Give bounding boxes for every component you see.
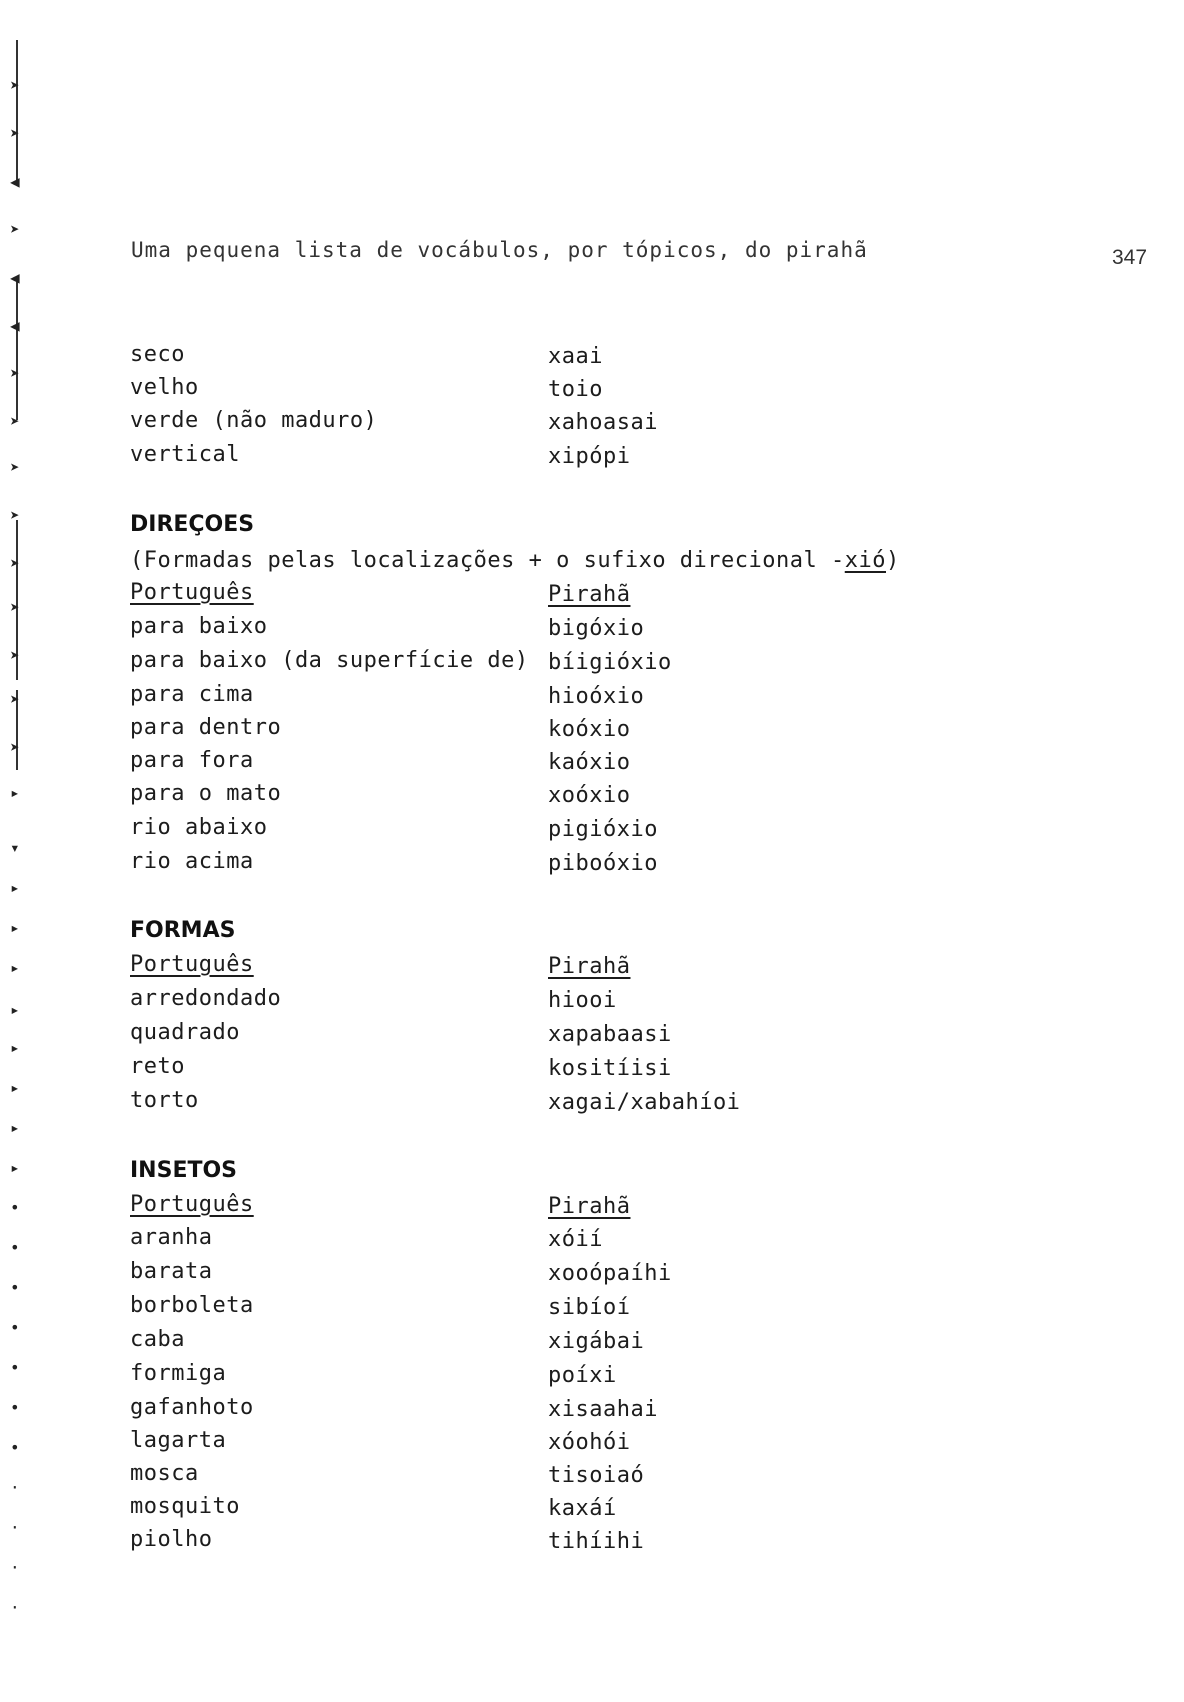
- portuguese-word: arredondado: [130, 986, 282, 1011]
- section-note: [130, 548, 900, 573]
- list-item: [0, 1259, 1184, 1287]
- portuguese-word: gafanhoto: [130, 1395, 254, 1420]
- dot-mark-icon: •: [10, 1238, 20, 1257]
- dot-mark-icon: •: [10, 1438, 20, 1457]
- dot-mark-icon: ·: [10, 1518, 20, 1537]
- piraha-word: xóií: [548, 1227, 603, 1252]
- list-item: [0, 1527, 1184, 1555]
- piraha-word: hioóxio: [548, 684, 645, 709]
- note-close: ): [886, 548, 900, 573]
- piraha-word: kaóxio: [548, 750, 631, 775]
- list-item: [0, 1461, 1184, 1489]
- piraha-word: xóohói: [548, 1430, 631, 1455]
- arrow-mark-icon: ➤: [10, 598, 20, 617]
- section-heading: DIREÇOES: [130, 512, 255, 537]
- portuguese-word: para baixo (da superfície de): [130, 648, 529, 673]
- column-header-portuguese: Português: [130, 580, 254, 605]
- arrow-mark-icon: ➤: [10, 220, 20, 239]
- portuguese-word: lagarta: [130, 1428, 227, 1453]
- dot-mark-icon: •: [10, 1278, 20, 1297]
- piraha-word: xisaahai: [548, 1397, 658, 1422]
- dot-mark-icon: ▸: [10, 1118, 20, 1137]
- portuguese-word: para baixo: [130, 614, 268, 639]
- arrow-mark-icon: ➤: [10, 364, 20, 383]
- column-header-portuguese: Português: [130, 952, 254, 977]
- portuguese-word: mosca: [130, 1461, 199, 1486]
- portuguese-word: reto: [130, 1054, 185, 1079]
- column-header-piraha: Pirahã: [548, 1194, 631, 1219]
- dot-mark-icon: ▸: [10, 1158, 20, 1177]
- portuguese-word: velho: [130, 375, 199, 400]
- piraha-word: xaai: [548, 344, 603, 369]
- dot-mark-icon: ▾: [10, 838, 20, 857]
- portuguese-word: seco: [130, 342, 185, 367]
- dot-mark-icon: •: [10, 1318, 20, 1337]
- piraha-word: xagai/xabahíoi: [548, 1090, 741, 1115]
- arrow-mark-icon: ◀: [10, 172, 20, 191]
- arrow-mark-icon: ◀: [10, 316, 20, 335]
- arrow-mark-icon: ➤: [10, 458, 20, 477]
- margin-rule: [16, 40, 18, 180]
- dot-mark-icon: •: [10, 1198, 20, 1217]
- dot-mark-icon: ▸: [10, 918, 20, 937]
- dot-mark-icon: ▸: [10, 958, 20, 977]
- list-item: [0, 375, 1184, 403]
- note-text: (Formadas pelas localizações + o sufixo direcional -: [130, 548, 845, 573]
- piraha-word: xigábai: [548, 1329, 645, 1354]
- page-number: 347: [1112, 246, 1148, 269]
- portuguese-word: mosquito: [130, 1494, 240, 1519]
- piraha-word: piboóxio: [548, 851, 658, 876]
- piraha-word: xapabaasi: [548, 1022, 672, 1047]
- list-item: [0, 781, 1184, 809]
- piraha-word: hiooi: [548, 988, 617, 1013]
- piraha-word: kositíisi: [548, 1056, 672, 1081]
- piraha-word: xahoasai: [548, 410, 658, 435]
- portuguese-word: para o mato: [130, 781, 282, 806]
- piraha-word: tisoiaó: [548, 1463, 645, 1488]
- piraha-word: bíigióxio: [548, 650, 672, 675]
- arrow-mark-icon: ➤: [10, 506, 20, 525]
- arrow-mark-icon: ➤: [10, 554, 20, 573]
- list-item: [0, 442, 1184, 470]
- portuguese-word: formiga: [130, 1361, 227, 1386]
- portuguese-word: rio abaixo: [130, 815, 268, 840]
- list-item: [0, 849, 1184, 877]
- portuguese-word: quadrado: [130, 1020, 240, 1045]
- list-item: [0, 1020, 1184, 1048]
- arrow-mark-icon: ➤: [10, 690, 20, 709]
- list-item: [0, 1054, 1184, 1082]
- portuguese-word: rio acima: [130, 849, 254, 874]
- dot-mark-icon: •: [10, 1358, 20, 1377]
- list-item: [0, 1494, 1184, 1522]
- arrow-mark-icon: ▸: [10, 783, 20, 802]
- arrow-mark-icon: ➤: [10, 124, 20, 143]
- list-item: [0, 1088, 1184, 1116]
- dot-mark-icon: ·: [10, 1478, 20, 1497]
- portuguese-word: para dentro: [130, 715, 282, 740]
- portuguese-word: vertical: [130, 442, 240, 467]
- list-item: [0, 1358, 1184, 1389]
- arrow-mark-icon: ➤: [10, 76, 20, 95]
- list-item: [0, 1395, 1184, 1423]
- dot-mark-icon: ▸: [10, 878, 20, 897]
- portuguese-word: barata: [130, 1259, 213, 1284]
- piraha-word: xooópaíhi: [548, 1261, 672, 1286]
- list-item: [0, 1327, 1184, 1355]
- list-item: [0, 408, 1184, 436]
- piraha-word: poíxi: [548, 1363, 617, 1388]
- list-item: [0, 648, 1184, 676]
- piraha-word: pigióxio: [548, 817, 658, 842]
- list-item: [0, 715, 1184, 743]
- list-item: [0, 1293, 1184, 1321]
- portuguese-word: torto: [130, 1088, 199, 1113]
- portuguese-word: aranha: [130, 1225, 213, 1250]
- dot-mark-icon: ·: [10, 1558, 20, 1577]
- column-header-row: [0, 1192, 1184, 1220]
- list-item: [0, 1428, 1184, 1456]
- column-header-row: [0, 952, 1184, 980]
- section-heading: INSETOS: [130, 1158, 238, 1183]
- column-header-row: [0, 580, 1184, 608]
- list-item: [0, 986, 1184, 1014]
- dot-mark-icon: ▸: [10, 1000, 20, 1019]
- piraha-word: kaxáí: [548, 1496, 617, 1521]
- arrow-mark-icon: ➤: [10, 738, 20, 757]
- column-header-piraha: Pirahã: [548, 582, 631, 607]
- piraha-word: toio: [548, 377, 603, 402]
- section-heading: FORMAS: [130, 918, 236, 943]
- list-item: [0, 1225, 1184, 1253]
- column-header-piraha: Pirahã: [548, 954, 631, 979]
- list-item: [0, 342, 1184, 370]
- list-item: [0, 682, 1184, 710]
- portuguese-word: para fora: [130, 748, 254, 773]
- portuguese-word: verde (não maduro): [130, 408, 378, 433]
- arrow-mark-icon: ➤: [10, 412, 20, 431]
- dot-mark-icon: ▸: [10, 1078, 20, 1097]
- piraha-word: koóxio: [548, 717, 631, 742]
- arrow-mark-icon: ◀: [10, 268, 20, 287]
- list-item: [0, 748, 1184, 776]
- portuguese-word: borboleta: [130, 1293, 254, 1318]
- column-header-portuguese: Português: [130, 1192, 254, 1217]
- portuguese-word: para cima: [130, 682, 254, 707]
- piraha-word: bigóxio: [548, 616, 645, 641]
- portuguese-word: caba: [130, 1327, 185, 1352]
- piraha-word: sibíoí: [548, 1295, 631, 1320]
- piraha-word: tihíihi: [548, 1529, 645, 1554]
- dot-mark-icon: ▸: [10, 1038, 20, 1057]
- list-item: [0, 614, 1184, 642]
- running-head: Uma pequena lista de vocábulos, por tópicos, do pirahã: [131, 238, 868, 262]
- list-item: [0, 815, 1184, 843]
- dot-mark-icon: •: [10, 1398, 20, 1417]
- arrow-mark-icon: ➤: [10, 646, 20, 665]
- piraha-word: xipópi: [548, 444, 631, 469]
- portuguese-word: piolho: [130, 1527, 213, 1552]
- dot-mark-icon: ·: [10, 1598, 20, 1617]
- suffix-term: xió: [844, 548, 886, 573]
- piraha-word: xoóxio: [548, 783, 631, 808]
